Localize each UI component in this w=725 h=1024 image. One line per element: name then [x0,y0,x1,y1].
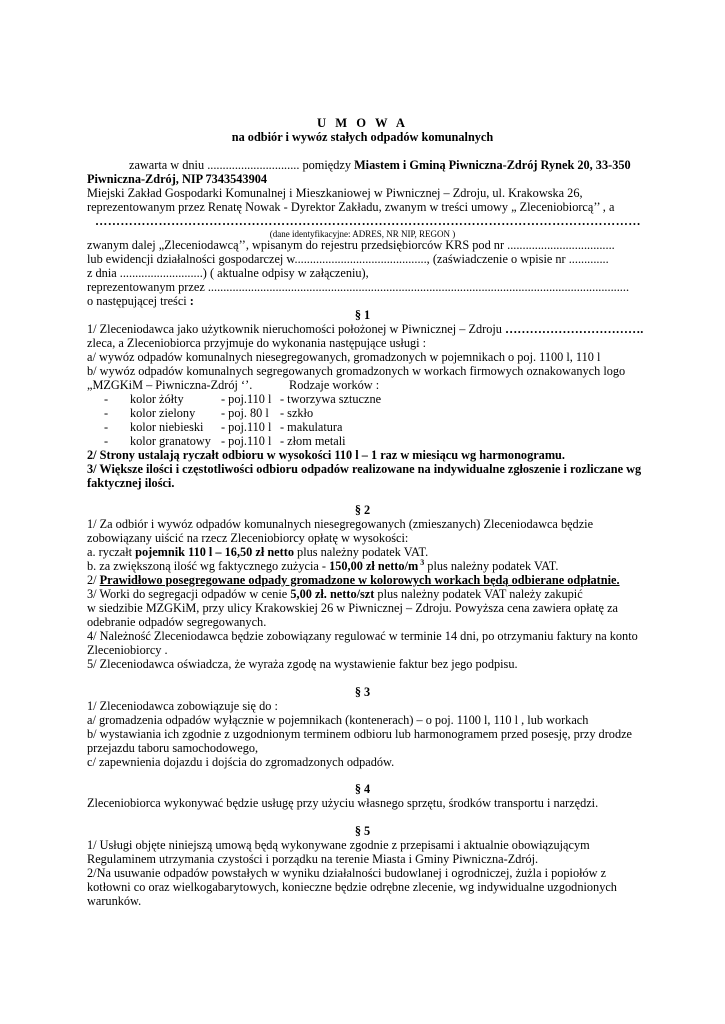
s3-line-1: 1/ Zleceniodawca zobowiązuje się do : [87,699,278,713]
intro-line-3: Miejski Zakład Gospodarki Komunalnej i Mieszkaniowej w Piwnicznej – Zdroju, ul. Krakowska 26, [87,186,583,200]
intro-identification-note: (dane identyfikacyjne: ADRES, NR NIP, REGON ) [269,229,456,239]
s2-line-1: 1/ Za odbiór i wywóz odpadów komunalnych niesegregowanych (zmieszanych) Zleceniodawca będzie [87,517,594,531]
s2-line-7: w siedzibie MZGKiM, przy ulicy Krakowskiej 26 w Piwnicznej – Zdroju. Powyższa cena zawiera opłatę za [87,601,618,615]
s1-logo-text: „MZGKiM – Piwniczna-Zdrój ‘’. [87,378,253,392]
s2-line-11: 5/ Zleceniodawca oświadcza, że wyraża zgodę na wystawienie faktur bez jego podpisu. [87,657,518,671]
s5-line-3: 2/Na usuwanie odpadów powstałych w wyniku działalności budowlanej i ogrodniczej, żużla i popiołów z [87,866,607,880]
s1-line-4: b/ wywóz odpadów komunalnych segregowanych gromadzonych w workach firmowych oznakowanych logo [87,364,626,378]
bag-capacity: - poj.110 l [221,434,272,448]
s2-line-9: 4/ Należność Zleceniodawca będzie zobowiązany regulować w terminie 14 dni, po otrzymaniu faktury na konto [87,629,638,643]
s1-line-1 [87,322,643,337]
s1-point-3: 3/ Większe ilości i częstotliwości odbioru odpadów realizowane na indywidualne zgłoszenie i rozliczane wg [87,462,642,476]
s2-bag-price-label: 3/ Worki do segregacji odpadów w cenie [87,587,291,601]
intro-blank-line: ………………………………………………………………………………………………………………… [95,214,641,228]
s2-flat-rate-label: a. ryczałt [87,545,136,559]
s5-line-4: kotłowni co oraz wielkogabarytowych, konieczne będzie odrębne zlecenie, wg indywidualne uzgodnionych [87,880,617,894]
bag-bullet: - [104,434,109,448]
s2-container-price: pojemnik 110 l – 16,50 zł netto [135,545,294,559]
intro-date-text: zawarta w dniu .............................. pomiędzy [129,158,355,172]
s2-point-2-number: 2/ [87,573,100,587]
s2-extra-label: b. za zwiększoną ilość wg faktycznego zużycia - [87,559,330,573]
s2-line-2: zobowiązany uiścić na rzecz Zleceniobiorcy opłatę w wysokości: [87,531,409,545]
s2-line-4 [87,559,558,574]
s3-line-3: b/ wystawiania ich zgodnie z uzgodnionym terminem odbioru lub harmonogramem przed posesję, przy drodze [87,727,633,741]
intro-line-1 [129,158,631,173]
bag-waste-type: - szkło [280,406,314,420]
s2-line-3 [87,545,428,560]
bag-capacity: - poj. 80 l [221,406,269,420]
s1-line-3: a/ wywóz odpadów komunalnych niesegregowanych, gromadzonych w pojemnikach o poj. 1100 l, 110 l [87,350,601,364]
s2-line-8: odebranie odpadów segregowanych. [87,615,267,629]
bag-color: kolor niebieski [130,420,204,434]
s2-line-10: Zleceniobiorcy . [87,643,168,657]
bag-color: kolor zielony [130,406,196,420]
s2-bag-vat-note: plus należny podatek VAT należy zakupić [374,587,583,601]
s5-line-1: 1/ Usługi objęte niniejszą umową będą wykonywane zgodnie z przepisami i aktualnie obowiązującym [87,838,590,852]
section-3-heading: § 3 [354,685,371,699]
intro-line-4: reprezentowanym przez Renatę Nowak - Dyrektor Zakładu, zwanym w treści umowy „ Zleceniobiorcą’’ , a [87,200,615,214]
intro-line-10: reprezentowanym przez ......................................................................................................................................... [87,280,630,294]
bag-bullet: - [104,420,109,434]
bag-color: kolor granatowy [130,434,211,448]
bag-bullet: - [104,406,109,420]
bag-capacity: - poj.110 l [221,420,272,434]
s5-line-5: warunków. [87,894,142,908]
s4-line-1: Zleceniobiorca wykonywać będzie usługę przy użyciu własnego sprzętu, środków transportu i narzędzi. [87,796,599,810]
s2-segregated-paid-note: Prawidłowo posegregowane odpady gromadzone w kolorowych workach będą odbierane odpłatnie. [99,573,620,587]
bag-waste-type: - złom metali [280,434,346,448]
bag-bullet: - [104,392,109,406]
intro-line-11 [87,294,194,309]
s1-point-3-cont: faktycznej ilości. [87,476,175,490]
s2-vat-note: plus należny podatek VAT. [293,545,429,559]
s2-extra-price: 150,00 zł netto/m [329,559,419,573]
section-2-heading: § 2 [354,503,371,517]
s1-point-2: 2/ Strony ustalają ryczałt odbioru w wysokości 110 l – 1 raz w miesiącu wg harmonogramu. [87,448,565,462]
bag-waste-type: - makulatura [280,420,343,434]
s1-bag-types-label: Rodzaje worków : [289,378,380,392]
s3-line-5: c/ zapewnienia dojazdu i dojścia do zgromadzonych odpadów. [87,755,395,769]
s2-cubic-superscript: 3 [418,557,425,567]
section-4-heading: § 4 [354,782,371,796]
s2-line-6 [87,587,583,602]
bag-waste-type: - tworzywa sztuczne [280,392,382,406]
document-title: U M O W A [317,116,408,130]
section-1-heading: § 1 [354,308,371,322]
intro-line-7: zwanym dalej „Zleceniodawcą’’, wpisanym do rejestru przedsiębiorców KRS pod nr ................................... [87,238,615,252]
bag-color: kolor żółty [130,392,184,406]
intro-line-9: z dnia ...........................) ( aktualne odpisy w załączeniu), [87,266,369,280]
section-5-heading: § 5 [354,824,371,838]
intro-line-8: lub ewidencji działalności gospodarczej w..........................................., (zaświadczenie o wpisie nr ............. [87,252,609,266]
document-subtitle: na odbiór i wywóz stałych odpadów komunalnych [231,130,494,144]
intro-party-name: Miastem i Gminą Piwniczna-Zdrój Rynek 20, 33-350 [354,158,631,172]
bag-capacity: - poj.110 l [221,392,272,406]
s1-line-1-blank: ……………………………. [504,322,644,336]
s1-line-5 [87,378,380,393]
s1-line-1-text: 1/ Zleceniodawca jako użytkownik nieruchomości położonej w Piwnicznej – Zdroju [87,322,505,336]
intro-content-text: o następującej treści [87,294,190,308]
s5-line-2: Regulaminem utrzymania czystości i porządku na terenie Miasta i Gminy Piwniczna-Zdrój. [87,852,539,866]
intro-colon: : [189,294,194,308]
s2-line-5 [87,573,620,588]
s1-line-2: zleca, a Zleceniobiorca przyjmuje do wykonania następujące usługi : [87,336,427,350]
s3-line-4: przejazdu taboru samochodowego, [87,741,259,755]
s2-extra-vat-note: plus należny podatek VAT. [424,559,559,573]
s3-line-2: a/ gromadzenia odpadów wyłącznie w pojemnikach (kontenerach) – o poj. 1100 l, 110 l , lub workach [87,713,589,727]
intro-line-2: Piwniczna-Zdrój, NIP 7343543904 [87,172,268,186]
s2-bag-price: 5,00 zł. netto/szt [290,587,375,601]
